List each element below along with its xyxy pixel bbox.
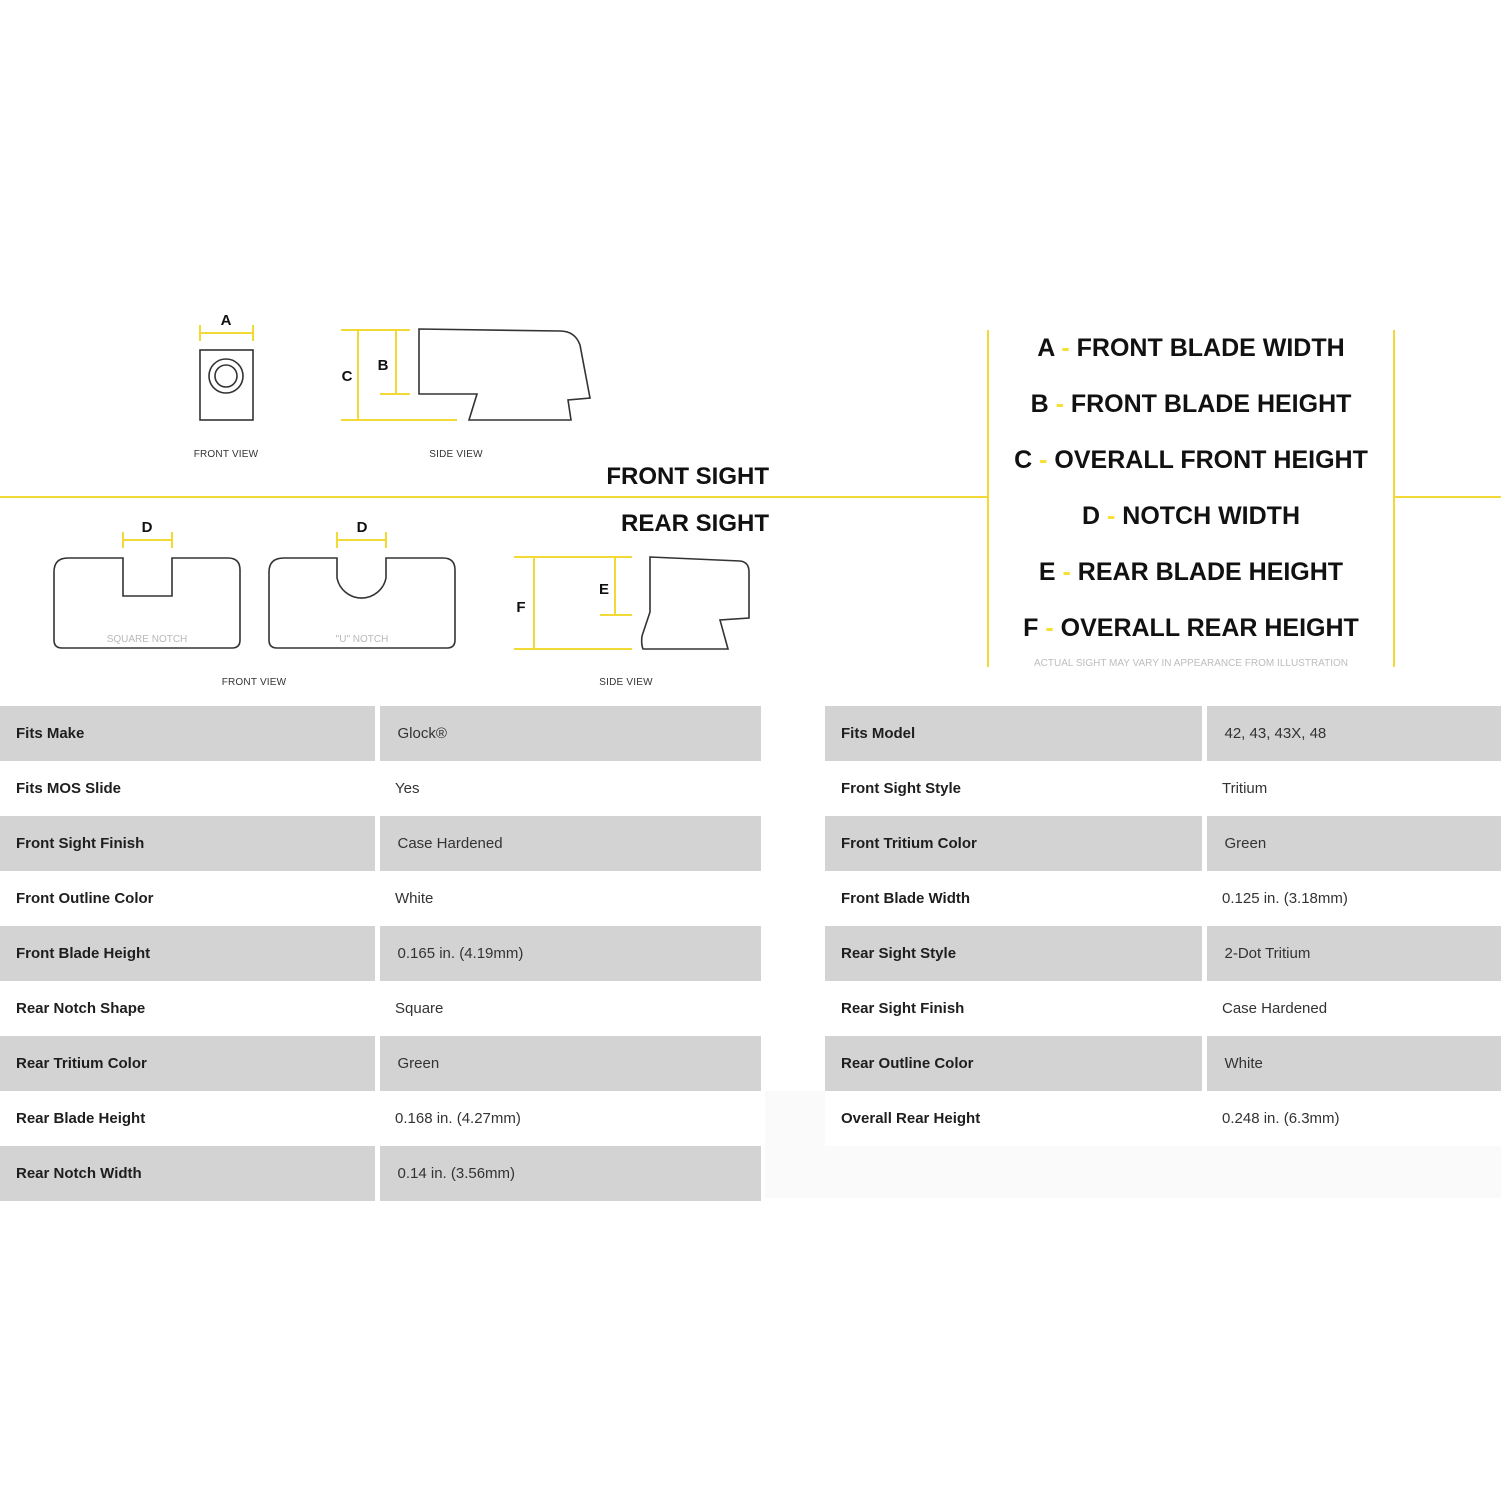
table-row [0, 981, 761, 1036]
spec-value: Square [377, 981, 761, 1036]
spec-value: 0.248 in. (6.3mm) [1204, 1091, 1501, 1146]
spec-label: Rear Blade Height [0, 1091, 377, 1146]
table-row [825, 1036, 1501, 1091]
spec-label: Front Outline Color [0, 871, 377, 926]
rear-front-view-caption: FRONT VIEW [221, 677, 287, 688]
table-row [825, 1091, 1501, 1146]
spec-label: Front Sight Finish [0, 816, 377, 871]
table-row [0, 926, 761, 981]
spec-label: Rear Tritium Color [0, 1036, 377, 1091]
table-row [0, 1036, 761, 1091]
spec-label: Overall Rear Height [825, 1091, 1204, 1146]
rear-sight-side-view [514, 557, 749, 688]
table-row [0, 1091, 761, 1146]
spec-value: White [1204, 1036, 1501, 1091]
legend-item-e: E - REAR BLADE HEIGHT [1038, 558, 1344, 586]
rear-sight-u-notch [269, 519, 455, 648]
table-row [0, 816, 761, 871]
table-row [0, 706, 761, 761]
spec-label: Front Sight Style [825, 761, 1204, 816]
legend-item-d: D - NOTCH WIDTH [1081, 502, 1301, 530]
spec-value: Tritium [1204, 761, 1501, 816]
legend-item-f: F - OVERALL REAR HEIGHT [1023, 614, 1359, 642]
dimension-label-e: E [598, 581, 610, 598]
dimension-label-a: A [220, 312, 232, 329]
spec-value: 2-Dot Tritium [1204, 926, 1501, 981]
dimension-label-c: C [341, 368, 353, 385]
spec-label: Fits MOS Slide [0, 761, 377, 816]
spec-label: Rear Notch Width [0, 1146, 377, 1201]
table-row [825, 981, 1501, 1036]
table-row [825, 706, 1501, 761]
front-sight-side-view [341, 329, 590, 460]
spec-value: White [377, 871, 761, 926]
sight-dimension-diagram [0, 0, 1501, 700]
square-notch-caption: SQUARE NOTCH [106, 634, 188, 645]
spec-label: Rear Sight Style [825, 926, 1204, 981]
spec-value: Glock® [377, 706, 761, 761]
front-sight-heading: FRONT SIGHT [606, 463, 769, 490]
table-row [825, 926, 1501, 981]
rear-sight-heading: REAR SIGHT [620, 510, 769, 537]
table-row [0, 761, 761, 816]
spec-value: 0.168 in. (4.27mm) [377, 1091, 761, 1146]
dimension-label-d-square: D [141, 519, 153, 536]
spec-label: Rear Outline Color [825, 1036, 1204, 1091]
spec-value: 0.14 in. (3.56mm) [377, 1146, 761, 1201]
spec-label: Front Blade Width [825, 871, 1204, 926]
dimension-legend [1014, 334, 1368, 669]
spec-label: Fits Model [825, 706, 1204, 761]
spec-table-left [0, 706, 761, 1201]
table-row [825, 761, 1501, 816]
spec-label: Rear Notch Shape [0, 981, 377, 1036]
spec-label: Front Tritium Color [825, 816, 1204, 871]
legend-item-c: C - OVERALL FRONT HEIGHT [1014, 446, 1368, 474]
spec-value: Green [1204, 816, 1501, 871]
table-row [825, 816, 1501, 871]
disclaimer: ACTUAL SIGHT MAY VARY IN APPEARANCE FROM ILLUSTRATION [1034, 658, 1348, 669]
spec-label: Fits Make [0, 706, 377, 761]
legend-item-b: B - FRONT BLADE HEIGHT [1030, 390, 1352, 418]
spec-label: Rear Sight Finish [825, 981, 1204, 1036]
front-view-caption: FRONT VIEW [193, 449, 259, 460]
u-notch-caption: "U" NOTCH [335, 634, 389, 645]
side-view-caption: SIDE VIEW [429, 449, 483, 460]
table-row [0, 1146, 761, 1201]
rear-side-view-caption: SIDE VIEW [599, 677, 653, 688]
legend-item-a: A - FRONT BLADE WIDTH [1037, 334, 1345, 362]
spec-value: Yes [377, 761, 761, 816]
table-row [0, 871, 761, 926]
table-row [825, 871, 1501, 926]
spec-value: 42, 43, 43X, 48 [1204, 706, 1501, 761]
dimension-label-b: B [377, 357, 389, 374]
rear-sight-square-notch [54, 519, 240, 648]
dimension-label-d-u: D [356, 519, 368, 536]
spec-table-right [825, 706, 1501, 1146]
spec-value: Case Hardened [377, 816, 761, 871]
front-sight-front-view [194, 312, 259, 460]
spec-value: Green [377, 1036, 761, 1091]
spec-value: Case Hardened [1204, 981, 1501, 1036]
spec-label: Front Blade Height [0, 926, 377, 981]
dimension-label-f: F [516, 599, 526, 616]
spec-value: 0.165 in. (4.19mm) [377, 926, 761, 981]
spec-value: 0.125 in. (3.18mm) [1204, 871, 1501, 926]
